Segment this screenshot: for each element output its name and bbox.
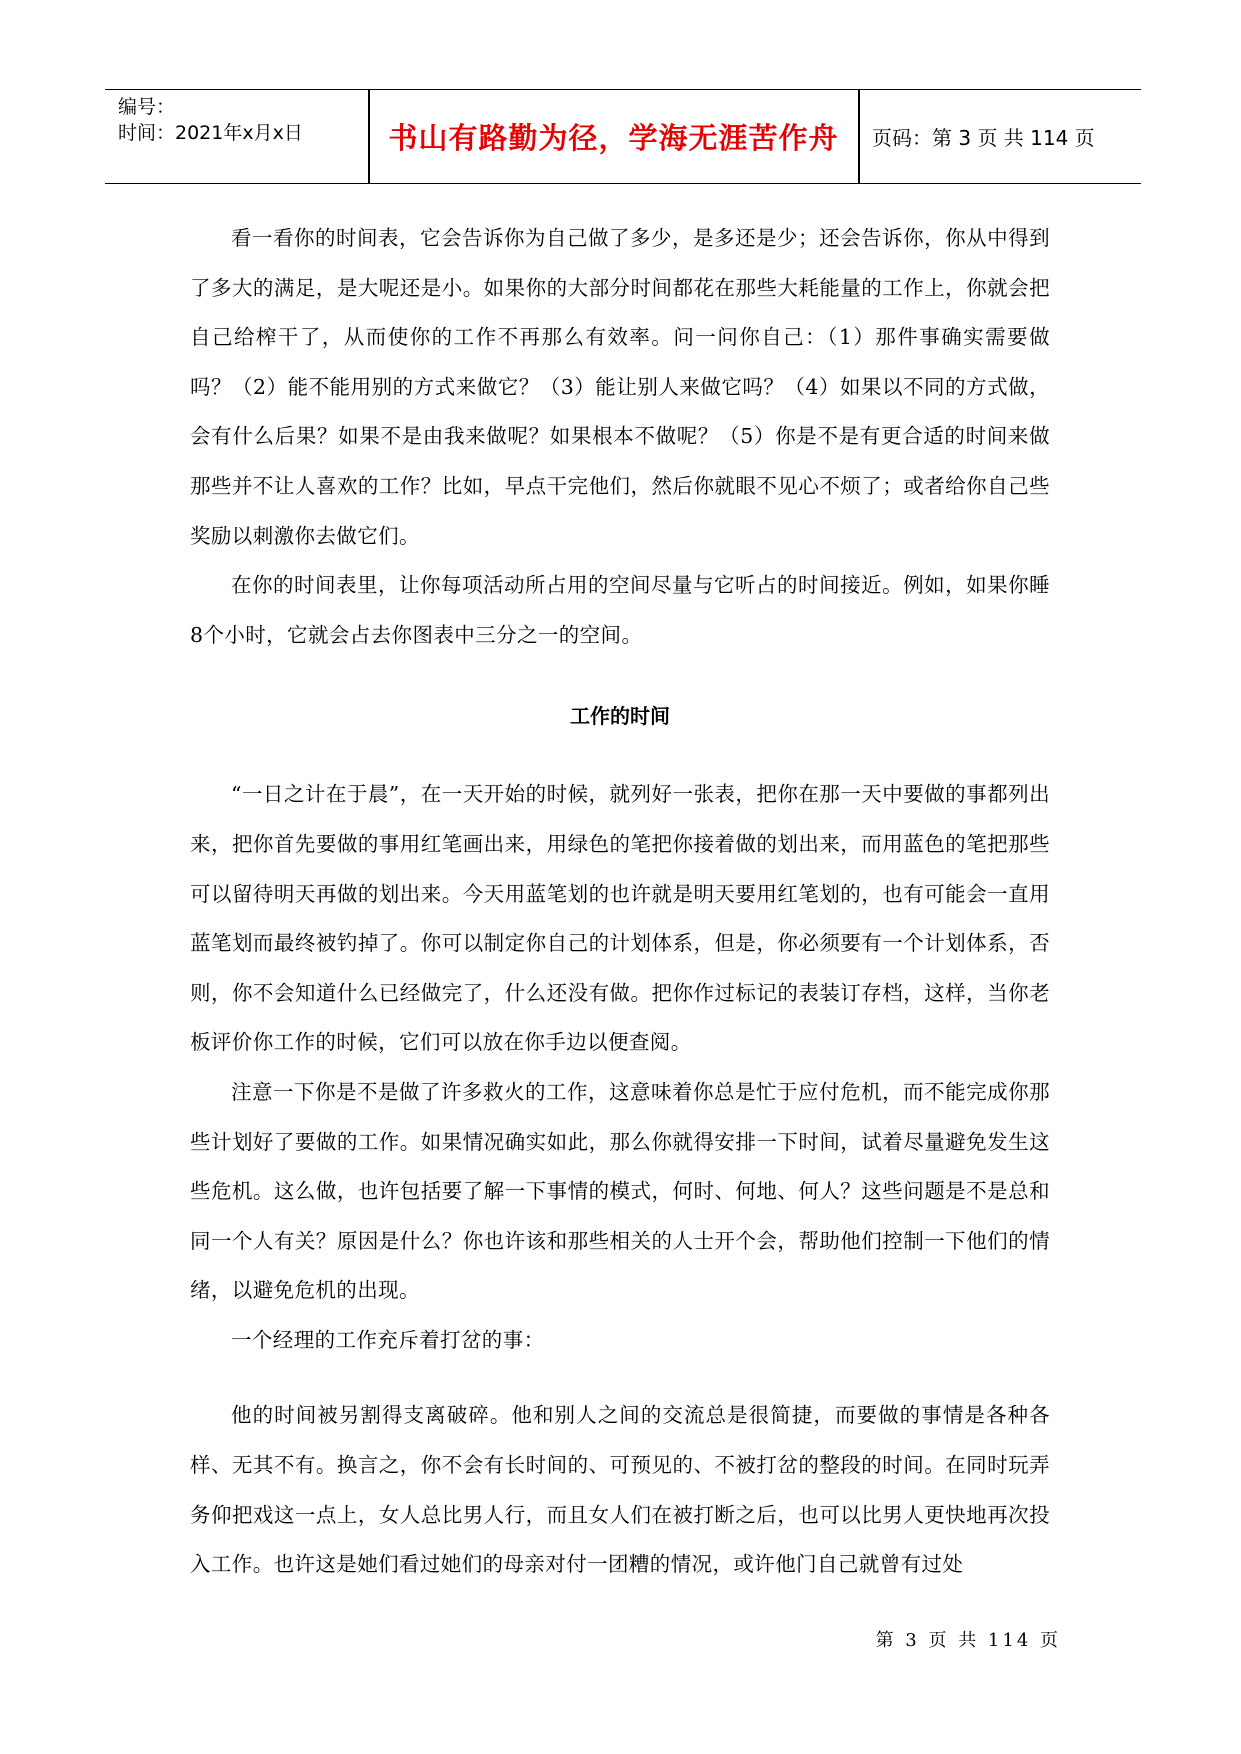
paragraph: “一日之计在于晨”，在一天开始的时候，就列好一张表，把你在那一天中要做的事都列出来，把你首先要做的事用红笔画出来，用绿色的笔把你接着做的划出来，而用蓝色的笔把那些可以留待明天再做的划出来。今天用蓝笔划的也许就是明天要用红笔划的，也有可能会一直用蓝笔划而最终被钓掉了。你可以制定你自己的计划体系，但是，你必须要有一个计划体系，否则，你不会知道什么已经做完了，什么还没有做。把你作过标记的表装订存档，这样，当你老板评价你工作的时候，它们可以放在你手边以便查阅。	[190, 782, 1050, 1055]
paragraph: 注意一下你是不是做了许多救火的工作，这意味着你总是忙于应付危机，而不能完成你那些计划好了要做的工作。如果情况确实如此，那么你就得安排一下时间，试着尽量避免发生这些危机。这么做，也许包括要了解一下事情的模式，何时、何地、何人？这些问题是不是总和同一个人有关？原因是什么？你也许该和那些相关的人士开个会，帮助他们控制一下他们的情绪，以避免危机的出现。	[190, 1079, 1050, 1303]
section-title: 工作的时间	[570, 704, 670, 729]
paragraph: 看一看你的时间表，它会告诉你为自己做了多少，是多还是少；还会告诉你，你从中得到了多大的满足，是大呢还是小。如果你的大部分时间都花在那些大耗能量的工作上，你就会把自己给榨干了，从而使你的工作不再那么有效率。问一问你自己：（1）那件事确实需要做吗？（2）能不能用别的方式来做它？（3）能让别人来做它吗？（4）如果以不同的方式做，会有什么后果？如果不是由我来做呢？如果根本不做呢？（5）你是不是有更合适的时间来做那些并不让人喜欢的工作？比如，早点干完他们，然后你就眼不见心不烦了；或者给你自己些奖励以刺激你去做它们。	[190, 226, 1050, 548]
paragraph: 一个经理的工作充斥着打岔的事：	[231, 1327, 545, 1352]
paragraph-gap	[190, 1365, 1050, 1391]
document-body	[190, 214, 1050, 1590]
paragraph: 他的时间被另割得支离破碎。他和别人之间的交流总是很简捷，而要做的事情是各种各样、无其不有。换言之，你不会有长时间的、可预见的、不被打岔的整段的时间。在同时玩弄务仰把戏这一点上，女人总比男人行，而且女人们在被打断之后，也可以比男人更快地再次投入工作。也许这是她们看过她们的母亲对付一团糟的情况，或许他门自己就曾有过处	[190, 1403, 1050, 1577]
header-page-code: 页码：第 3 页 共 114 页	[872, 126, 1095, 150]
header-divider-right	[858, 90, 860, 183]
header-meta	[118, 94, 368, 146]
header-motto: 书山有路勤为径，学海无涯苦作舟	[388, 121, 839, 155]
paragraph: 在你的时间表里，让你每项活动所占用的空间尽量与它听占的时间接近。例如，如果你睡8个小时，它就会占去你图表中三分之一的空间。	[190, 573, 1050, 647]
page-header	[105, 89, 1141, 184]
page-footer: 第 3 页 共 114 页	[875, 1630, 1061, 1651]
document-number-label: 编号：	[118, 96, 176, 118]
document-time-label: 时间：2021年x月x日	[118, 122, 303, 144]
